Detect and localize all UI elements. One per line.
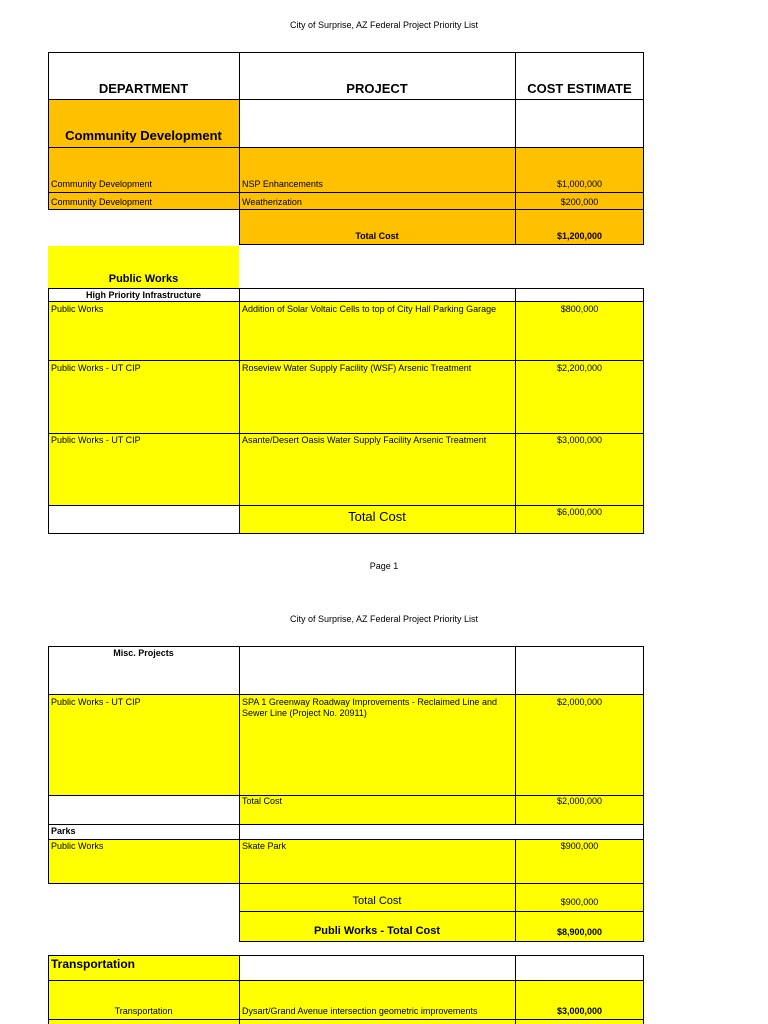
header-project: PROJECT	[346, 81, 408, 96]
table-row-pw-3-cost: $3,000,000	[556, 435, 603, 445]
table-row-misc-project-line1: SPA 1 Greenway Roadway Improvements - Reclaimed Line and	[242, 697, 497, 707]
table-row-pw-1-department: Public Works	[51, 304, 104, 314]
table-row-parks-project: Skate Park	[242, 841, 287, 851]
table-row-pw-1-project: Addition of Solar Voltaic Cells to top of City Hall Parking Garage	[242, 304, 497, 314]
cd-total-label: Total Cost	[355, 231, 399, 241]
table-row-misc-department: Public Works - UT CIP	[51, 697, 141, 707]
table-row-cd-2-cost: $200,000	[560, 197, 599, 207]
parks-title: Parks	[51, 826, 76, 836]
community-development-section-cell	[48, 100, 239, 210]
pw-total-value: $6,000,000	[556, 507, 603, 517]
table-row-pw-3-department: Public Works - UT CIP	[51, 435, 141, 445]
misc-total-value: $2,000,000	[556, 796, 603, 806]
table-row-transportation-cost: $3,000,000	[556, 1006, 603, 1016]
parks-total-label: Total Cost	[352, 895, 402, 907]
page2-title: City of Surprise, AZ Federal Project Priority List	[289, 614, 479, 624]
table-row-misc-cost: $2,000,000	[556, 697, 603, 707]
table-row-pw-2-project: Roseview Water Supply Facility (WSF) Arsenic Treatment	[242, 363, 472, 373]
table-row-cd-2-department: Community Development	[51, 197, 153, 207]
public-works-title: Public Works	[108, 273, 179, 285]
header-cost-estimate: COST ESTIMATE	[527, 81, 632, 96]
table-row-parks-cost: $900,000	[560, 841, 599, 851]
public-works-grand-total-value: $8,900,000	[556, 927, 603, 937]
misc-total-label: Total Cost	[242, 796, 283, 806]
cd-total-value: $1,200,000	[556, 231, 603, 241]
table-row-transportation-project: Dysart/Grand Avenue intersection geometric improvements	[242, 1006, 478, 1016]
table-row-misc-project-line2: Sewer Line (Project No. 20911)	[242, 708, 367, 718]
table-row-cd-2-project: Weatherization	[242, 197, 302, 207]
table-row-cd-1-cost: $1,000,000	[556, 179, 603, 189]
table-row-pw-2-cost: $2,200,000	[556, 363, 603, 373]
parks-total-value: $900,000	[560, 897, 599, 907]
table-row-pw-3-project: Asante/Desert Oasis Water Supply Facility Arsenic Treatment	[242, 435, 487, 445]
page-number: Page 1	[369, 561, 399, 571]
table-row-cd-1-department: Community Development	[51, 179, 153, 189]
transportation-title: Transportation	[51, 957, 136, 971]
public-works-grand-total-label: Publi Works - Total Cost	[313, 925, 441, 937]
high-priority-subheader: High Priority Infrastructure	[85, 290, 202, 300]
misc-projects-title: Misc. Projects	[113, 648, 174, 658]
table-row-pw-1-cost: $800,000	[560, 304, 599, 314]
table-row-transportation-department: Transportation	[114, 1006, 173, 1016]
table-row-parks-department: Public Works	[51, 841, 104, 851]
pw-total-label: Total Cost	[348, 509, 406, 524]
table-row-cd-1-project: NSP Enhancements	[242, 179, 323, 189]
table-row-pw-2-department: Public Works - UT CIP	[51, 363, 141, 373]
header-department: DEPARTMENT	[98, 81, 189, 96]
page1-title: City of Surprise, AZ Federal Project Priority List	[289, 20, 479, 30]
community-development-title: Community Development	[65, 128, 222, 143]
